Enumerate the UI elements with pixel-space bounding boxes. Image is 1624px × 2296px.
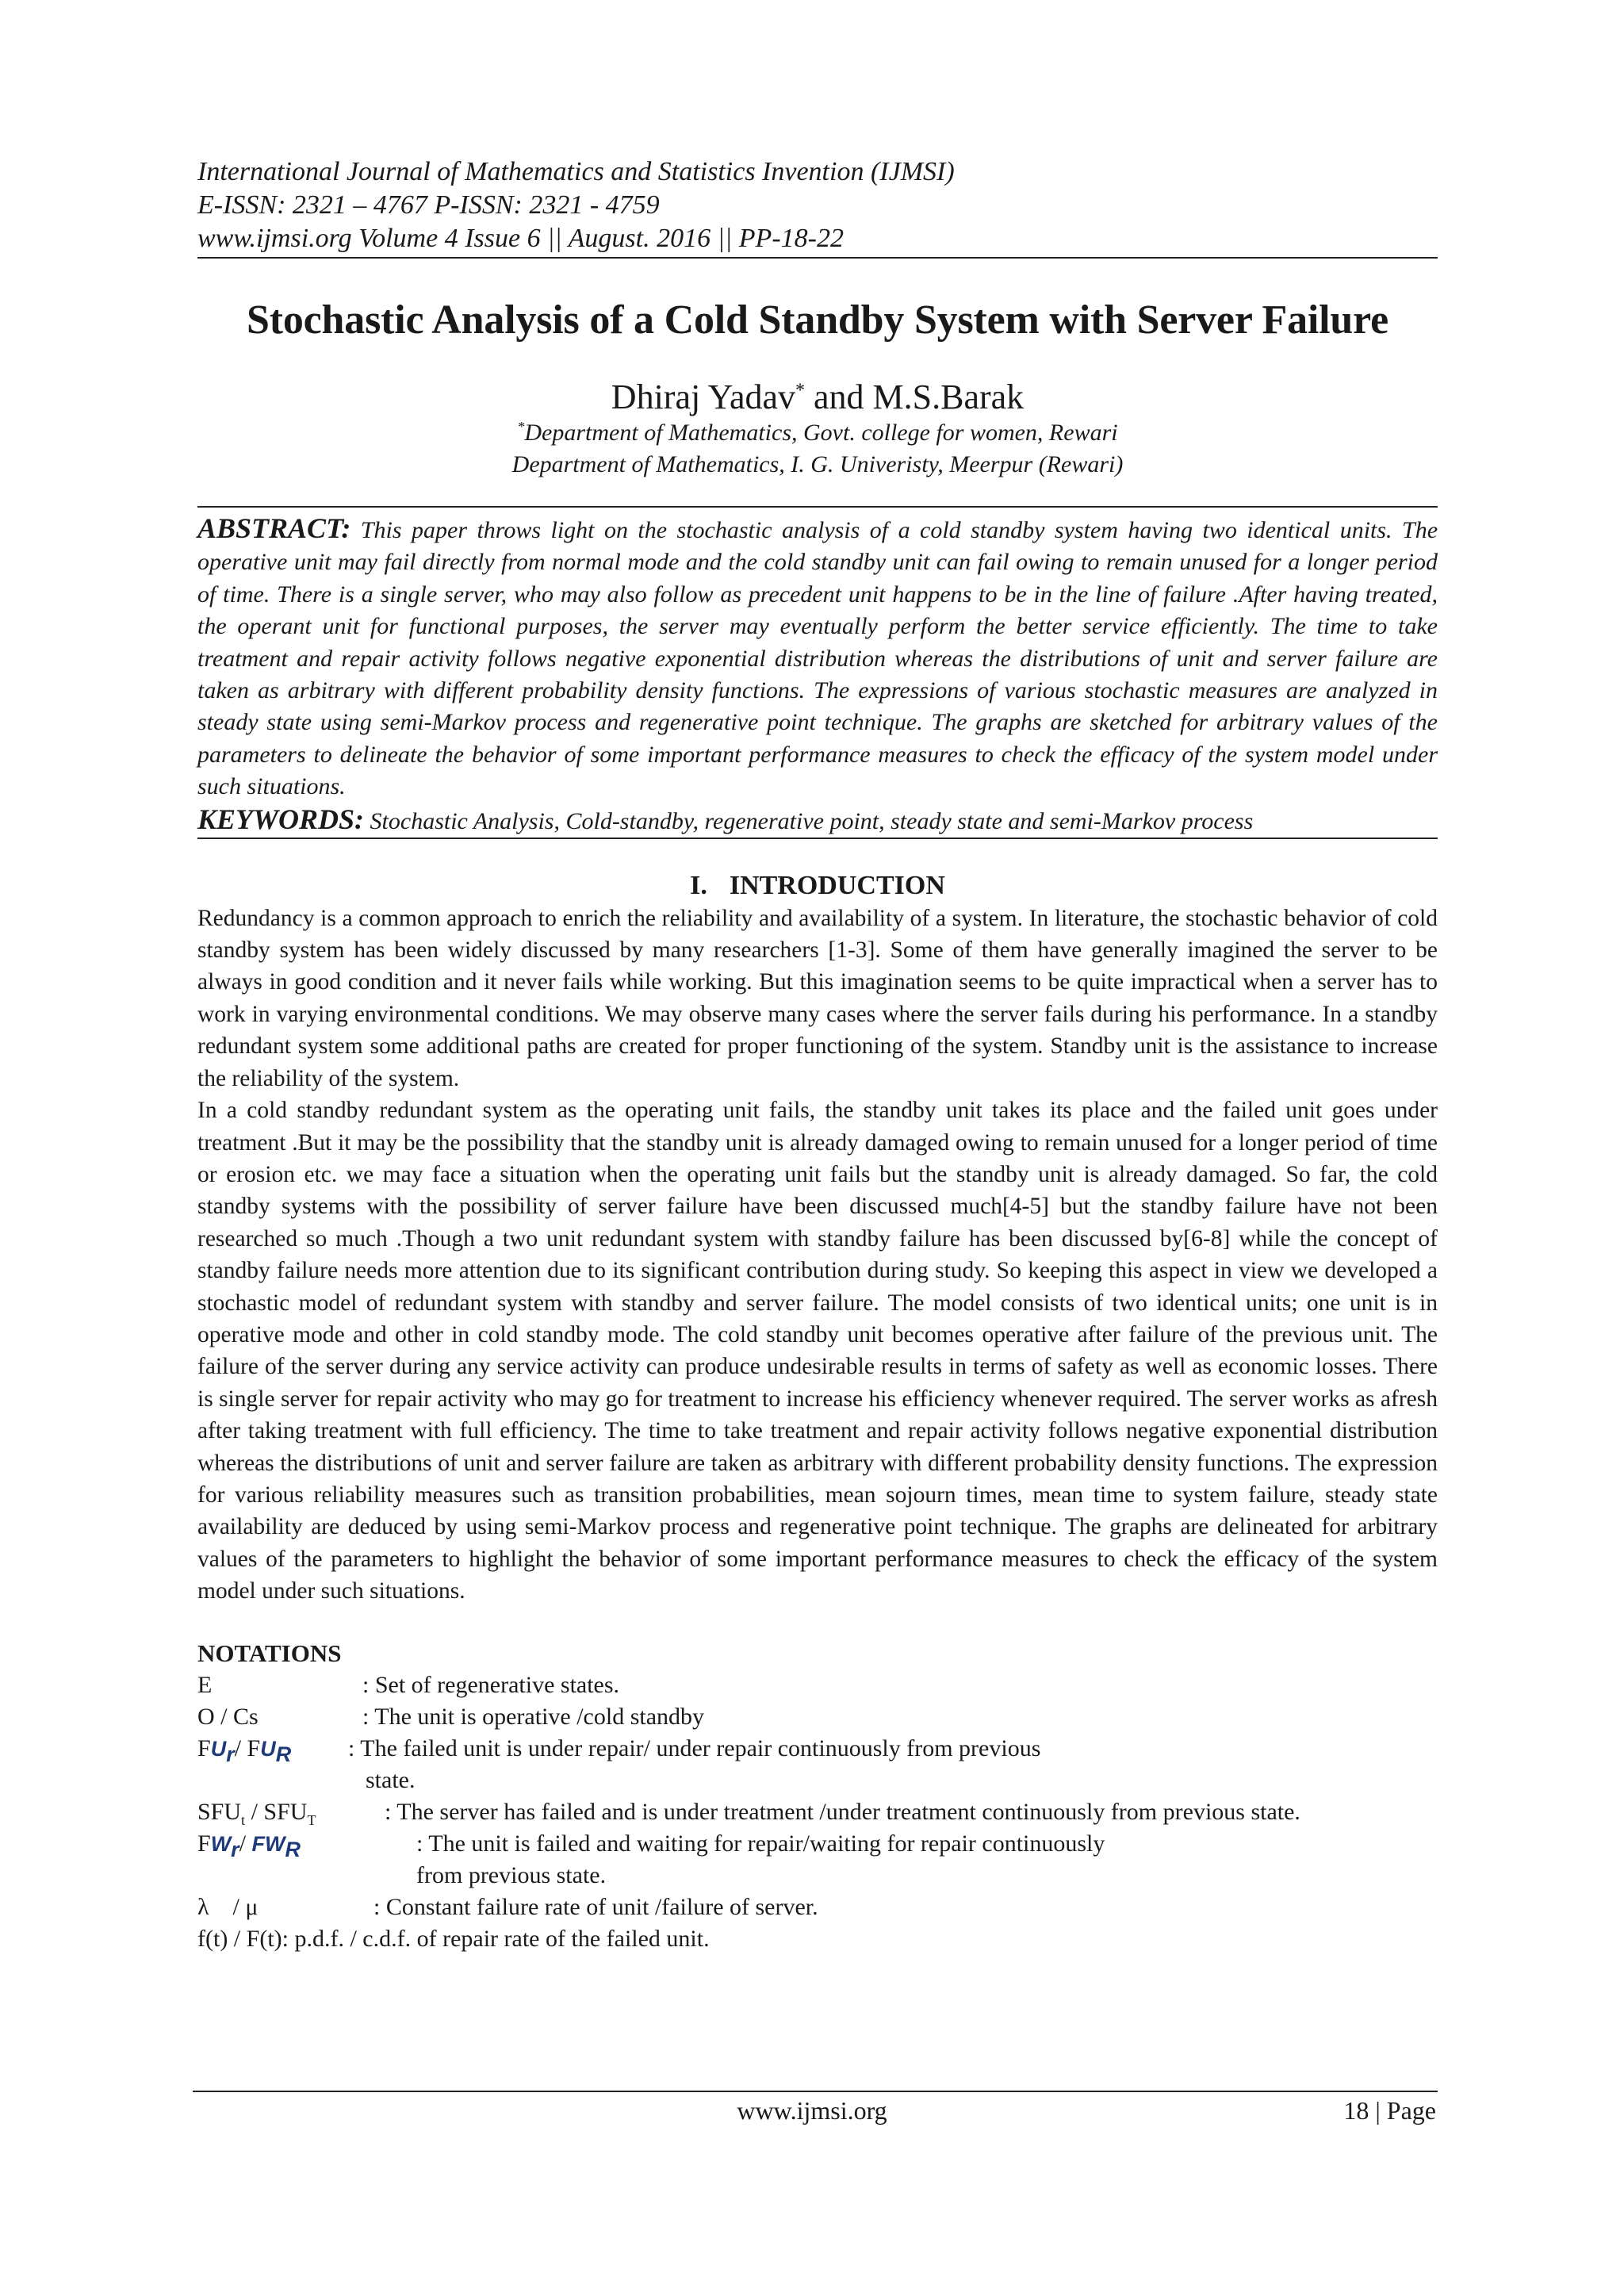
section-heading-introduction xyxy=(197,871,1438,901)
footer-page-number: 18 | Page xyxy=(1343,2096,1436,2125)
notation-row xyxy=(197,1796,1438,1828)
keywords xyxy=(197,803,1438,838)
notation-symbol: $FW_r/$ $FW_R$ xyxy=(197,1830,301,1861)
notation-symbol: E xyxy=(197,1671,213,1698)
notation-symbol: f(t) / F(t): p.d.f. / c.d.f. of repair rate of the failed unit. xyxy=(197,1925,710,1952)
author-mark: * xyxy=(795,380,805,401)
keywords-text: Stochastic Analysis, Cold-standby, regenerative point, steady state and semi-Markov process xyxy=(370,807,1254,834)
footer-site: www.ijmsi.org xyxy=(737,2096,887,2125)
notation-description: : The server has failed and is under treatment /under treatment continuously from previous state. xyxy=(385,1798,1300,1825)
notation-symbol: $FU_r/$ $FU_R$ xyxy=(197,1734,292,1766)
notation-description: : The failed unit is under repair/ under repair continuously from previous state. xyxy=(348,1734,1041,1793)
notation-row xyxy=(197,1701,1438,1733)
paper-title: Stochastic Analysis of a Cold Standby System with Server Failure xyxy=(247,297,1388,343)
abstract xyxy=(197,512,1438,803)
notation-row xyxy=(197,1733,1438,1796)
paragraph: Redundancy is a common approach to enrich the reliability and availability of a system. In literature, the stochastic behavior of cold standby system has been widely discussed by many researchers [1-3]. Some of them have generally imagined the server to be always in good condition and it never fails while working. But this imagination seems to be quite impractical when a server has to work in varying environmental conditions. We may observe many cases where the server fails during his performance. In a standby redundant system some additional paths are created for proper functioning of the system. Standby unit is the assistance to increase the reliability of the system. xyxy=(197,905,1438,1091)
author-primary: Dhiraj Yadav xyxy=(611,378,795,416)
notation-description: : Constant failure rate of unit /failure of server. xyxy=(373,1893,818,1920)
notation-row xyxy=(197,1892,1438,1923)
footer-divider xyxy=(193,2091,1438,2092)
notation-description: : The unit is operative /cold standby xyxy=(362,1703,705,1730)
abstract-text: This paper throws light on the stochastic analysis of a cold standby system having two identical units. The operative unit may fail directly from normal mode and the cold standby unit can fail owing to remain unused for a longer period of time. There is a single server, who may also follow as precedent unit happens to be in the line of failure .After having treated, the operant unit for functional purposes, the server may eventually perform the better service efficiently. The time to take treatment and repair activity follows negative exponential distribution whereas the distributions of unit and server failure are taken as arbitrary with different probability density functions. The expressions of various stochastic measures are analyzed in steady state using semi-Markov process and regenerative point technique. The graphs are sketched for arbitrary values of the parameters to delineate the behavior of some important performance measures to check the efficacy of the system model under such situations. xyxy=(197,517,1438,800)
abstract-label: ABSTRACT: xyxy=(197,512,351,544)
notation-row xyxy=(197,1828,1438,1892)
header-divider xyxy=(197,257,1438,259)
journal-volume: www.ijmsi.org Volume 4 Issue 6 || August. 2016 || PP-18-22 xyxy=(197,224,844,253)
author-line xyxy=(197,377,1438,417)
journal-issn: E-ISSN: 2321 – 4767 P-ISSN: 2321 - 4759 xyxy=(197,190,660,220)
notation-description: : Set of regenerative states. xyxy=(362,1671,620,1698)
section-number: I. xyxy=(690,870,707,900)
affiliation-1: *Department of Mathematics, Govt. college for women, Rewari xyxy=(517,419,1118,446)
abstract-bottom-divider xyxy=(197,838,1438,839)
notation-row xyxy=(197,1669,1438,1701)
notation-description: : The unit is failed and waiting for repair/waiting for repair continuously from previous state. xyxy=(416,1830,1105,1888)
notations-list xyxy=(197,1669,1438,1955)
notation-symbol: λ / μ xyxy=(197,1893,259,1920)
introduction-body xyxy=(197,903,1438,1608)
journal-name: International Journal of Mathematics and Statistics Invention (IJMSI) xyxy=(197,157,955,186)
paragraph: In a cold standby redundant system as the operating unit fails, the standby unit takes its place and the failed unit goes under treatment .But it may be the possibility that the standby unit is already damaged owing to remain unused for a longer period of time or erosion etc. we may face a situation when the operating unit fails but the standby unit is already damaged. So far, the cold standby systems with the possibility of server failure have been discussed much[4-5] but the standby failure have not been researched so much .Though a two unit redundant system with standby failure has been discussed by[6-8] while the concept of standby failure needs more attention due to its significant contribution during study. So keeping this aspect in view we developed a stochastic model of redundant system with standby and server failure. The model consists of two identical units; one unit is in operative mode and other in cold standby mode. The cold standby unit becomes operative after failure of the previous unit. The failure of the server during any service activity can produce undesirable results in terms of safety as well as economic losses. There is single server for repair activity who may go for treatment to increase his efficiency whenever required. The server works as afresh after taking treatment with full efficiency. The time to take treatment and repair activity follows negative exponential distribution whereas the distributions of unit and server failure are taken as arbitrary with different probability density functions. The expression for various reliability measures such as transition probabilities, mean sojourn times, mean time to system failure, steady state availability are deduced by using semi-Markov process and regenerative point technique. The graphs are delineated for arbitrary values of the parameters to highlight the behavior of some important performance measures to check the efficacy of the system model under such situations. xyxy=(197,1098,1438,1604)
section-title: INTRODUCTION xyxy=(729,870,945,900)
notations-heading: NOTATIONS xyxy=(197,1639,342,1667)
notation-symbol: O / Cs xyxy=(197,1703,259,1730)
notation-symbol: $SFU_t / SFU_T$ xyxy=(197,1798,316,1828)
notation-row xyxy=(197,1923,1438,1955)
abstract-top-divider xyxy=(197,506,1438,508)
affiliation-2: Department of Mathematics, I. G. Univeristy, Meerpur (Rewari) xyxy=(511,451,1124,477)
journal-header xyxy=(197,155,1438,255)
author-secondary: and M.S.Barak xyxy=(805,378,1025,416)
keywords-label: KEYWORDS: xyxy=(197,803,365,835)
paper-page xyxy=(197,155,1438,1955)
